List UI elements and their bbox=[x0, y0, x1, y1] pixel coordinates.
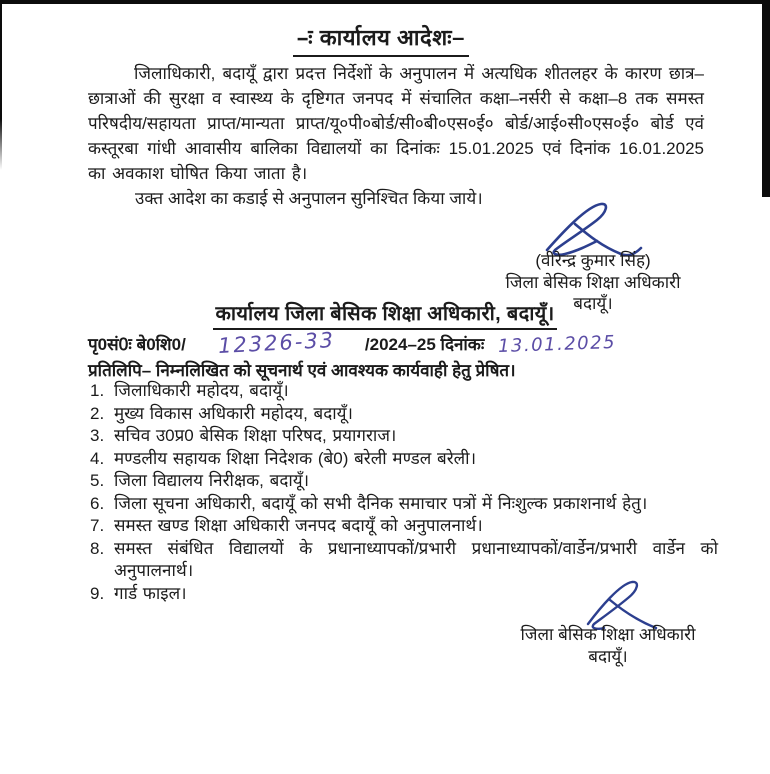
signature-block-top bbox=[468, 200, 718, 315]
order-body-paragraph: जिलाधिकारी, बदायूँ द्वारा प्रदत्त निर्देशों के अनुपालन में अत्यधिक शीतलहर के कारण छात्र–छात्राओं की सुरक्षा व स्वास्थ्य के दृष्टिगत जनपद में संचालित कक्षा–नर्सरी से कक्षा–8 तक समस्त परिषदीय/सहायता प्राप्त/मान्यता प्राप्त/यू०पी०बोर्ड/सी०बी०एस०ई० बोर्ड/आई०सी०एस०ई० बोर्ड एवं कस्तूरबा गांधी आवासीय बालिका विद्यालयों का दिनांकः 15.01.2025 एवं दिनांक 16.01.2025 का अवकाश घोषित किया जाता है। bbox=[88, 64, 704, 183]
list-item-number: 4. bbox=[90, 448, 105, 468]
office-heading-row bbox=[0, 299, 770, 330]
signatory-name: (वीरेन्द्र कुमार सिंह) bbox=[535, 251, 651, 270]
ref-year-and-date-label: /2024–25 दिनांकः bbox=[364, 335, 485, 354]
list-item bbox=[90, 425, 718, 448]
title-row bbox=[0, 22, 762, 57]
list-item bbox=[90, 448, 718, 471]
signature-scribble-icon bbox=[578, 578, 670, 630]
list-item-text: सचिव उ0प्र0 बेसिक शिक्षा परिषद, प्रयागराज। bbox=[114, 426, 397, 445]
signature-block-bottom bbox=[488, 578, 728, 668]
page-title: –ः कार्यालय आदेशः– bbox=[293, 22, 469, 57]
list-item-text: जिलाधिकारी महोदय, बदायूँ। bbox=[114, 381, 289, 400]
list-item-number: 2. bbox=[90, 403, 105, 423]
list-item-number: 7. bbox=[90, 516, 105, 535]
list-item-text: समस्त खण्ड शिक्षा अधिकारी जनपद बदायूँ को अनुपालनार्थ। bbox=[114, 516, 483, 535]
list-item-number: 6. bbox=[90, 493, 105, 513]
handwritten-date: 13.01.2025 bbox=[497, 331, 617, 358]
list-item bbox=[90, 403, 718, 426]
list-item-number: 8. bbox=[90, 538, 105, 558]
scan-edge-right bbox=[762, 0, 770, 197]
list-item bbox=[90, 538, 718, 583]
ref-prefix: पृ0सं0ः बे0शि0/ bbox=[88, 335, 186, 354]
list-item-text: समस्त संबंधित विद्यालयों के प्रधानाध्यापकों/प्रभारी प्रधानाध्यापकों/वार्डेन/प्रभारी वार्डेन को अनुपालनार्थ। bbox=[114, 538, 718, 580]
recipients-list bbox=[90, 380, 718, 605]
list-item bbox=[90, 470, 718, 493]
list-item-text: मुख्य विकास अधिकारी महोदय, बदायूँ। bbox=[114, 403, 353, 423]
list-item-text: जिला विद्यालय निरीक्षक, बदायूँ। bbox=[114, 471, 310, 490]
list-item bbox=[90, 380, 718, 403]
compliance-instruction-paragraph: उक्त आदेश का कडाई से अनुपालन सुनिश्चित किया जाये। bbox=[135, 189, 483, 208]
reference-number-line bbox=[88, 327, 708, 359]
office-heading: कार्यालय जिला बेसिक शिक्षा अधिकारी, बदायूँ। bbox=[213, 299, 558, 330]
signatory-place: बदायूँ। bbox=[588, 647, 628, 666]
list-item bbox=[90, 493, 718, 516]
list-item-text: मण्डलीय सहायक शिक्षा निदेशक (बे0) बरेली मण्डल बरेली। bbox=[114, 448, 477, 468]
signatory-designation: जिला बेसिक शिक्षा अधिकारी bbox=[520, 625, 696, 644]
list-item-text: जिला सूचना अधिकारी, बदायूँ को सभी दैनिक समाचार पत्रों में निःशुल्क प्रकाशनार्थ हेतु। bbox=[114, 493, 648, 513]
list-item bbox=[90, 515, 718, 538]
list-item-text: गार्ड फाइल। bbox=[114, 583, 187, 603]
signatory-designation: जिला बेसिक शिक्षा अधिकारी bbox=[505, 272, 681, 292]
copy-distribution-heading: प्रतिलिपि– निम्नलिखित को सूचनार्थ एवं आवश्यक कार्यवाही हेतु प्रेषित। bbox=[88, 361, 516, 380]
signatory-place: बदायूँ। bbox=[573, 294, 613, 313]
scan-edge-top bbox=[0, 0, 770, 4]
list-item-number: 5. bbox=[90, 471, 105, 490]
list-item-number: 3. bbox=[90, 426, 105, 445]
list-item-number: 9. bbox=[90, 583, 105, 603]
handwritten-ref-number: 12326-33 bbox=[217, 327, 336, 359]
list-item-number: 1. bbox=[90, 381, 105, 400]
